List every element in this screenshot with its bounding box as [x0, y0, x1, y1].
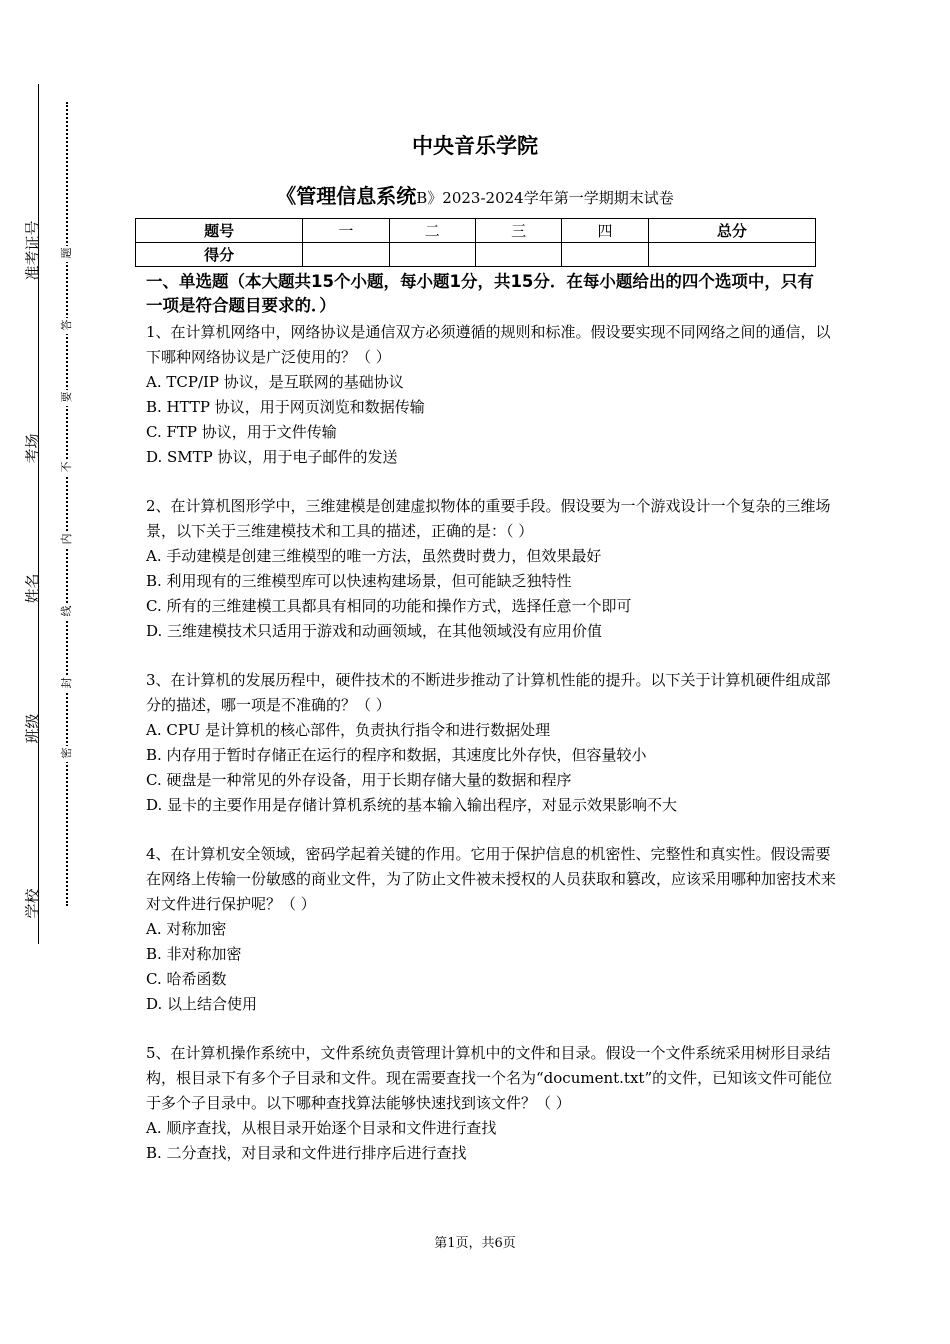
option-a: A. 对称加密 — [146, 920, 227, 938]
option-d: D. 以上结合使用 — [146, 995, 258, 1013]
question-1 — [146, 320, 836, 470]
seal-char: 内 — [60, 532, 74, 548]
option-a: A. TCP/IP 协议，是互联网的基础协议 — [146, 373, 404, 391]
question-stem: 2、在计算机图形学中，三维建模是创建虚拟物体的重要手段。假设要为一个游戏设计一个复杂的三维场景，以下关于三维建模技术和工具的描述，正确的是：（ ） — [146, 497, 831, 540]
question-stem: 4、在计算机安全领域，密码学起着关键的作用。它用于保护信息的机密性、完整性和真实性。假设需要在网络上传输一份敏感的商业文件，为了防止文件被未授权的人员获取和篡改，应该采用哪种加密技术来对文件进行保护呢？（ ） — [146, 845, 837, 913]
binding-solid-line — [38, 84, 39, 944]
question-stem: 1、在计算机网络中，网络协议是通信双方必须遵循的规则和标准。假设要实现不同网络之间的通信，以下哪种网络协议是广泛使用的？（ ） — [146, 323, 831, 366]
option-d: D. SMTP 协议，用于电子邮件的发送 — [146, 448, 398, 466]
exam-id-label: 准考证号 — [23, 220, 42, 281]
seal-char: 答 — [60, 318, 74, 334]
seal-char: 线 — [60, 604, 74, 620]
seal-char: 密 — [60, 746, 74, 762]
option-c: C. FTP 协议，用于文件传输 — [146, 423, 337, 441]
question-stem: 3、在计算机的发展历程中，硬件技术的不断进步推动了计算机性能的提升。以下关于计算机硬件组成部分的描述，哪一项是不准确的？（ ） — [146, 671, 831, 714]
seal-dotted-line — [66, 102, 68, 906]
score-header-cell: 一 — [303, 219, 389, 243]
option-a: A. CPU 是计算机的核心部件，负责执行指令和进行数据处理 — [146, 721, 551, 739]
score-table-header-row — [136, 219, 816, 243]
question-2 — [146, 494, 836, 644]
score-table — [135, 218, 816, 267]
score-row-label: 得分 — [136, 243, 303, 267]
question-5 — [146, 1041, 836, 1166]
option-b: B. 利用现有的三维模型库可以快速构建场景，但可能缺乏独特性 — [146, 572, 572, 590]
score-header-cell: 三 — [475, 219, 561, 243]
option-b: B. 内存用于暂时存储正在运行的程序和数据，其速度比外存快，但容量较小 — [146, 746, 647, 764]
section-heading: 一、单选题（本大题共15个小题，每小题1分，共15分．在每小题给出的四个选项中，只有一项是符合题目要求的．） — [146, 272, 814, 315]
seal-char: 题 — [60, 246, 74, 262]
option-b: B. HTTP 协议，用于网页浏览和数据传输 — [146, 398, 425, 416]
option-d: D. 三维建模技术只适用于游戏和动画领域，在其他领域没有应用价值 — [146, 622, 603, 640]
option-b: B. 二分查找，对目录和文件进行排序后进行查找 — [146, 1144, 467, 1162]
seal-char: 要 — [60, 390, 74, 406]
score-cell — [475, 243, 561, 267]
score-header-cell: 二 — [389, 219, 475, 243]
score-cell — [389, 243, 475, 267]
seal-char: 封 — [60, 676, 74, 692]
option-d: D. 显卡的主要作用是存储计算机系统的基本输入输出程序，对显示效果影响不大 — [146, 796, 678, 814]
exam-term: B》2023-2024学年第一学期期末试卷 — [416, 189, 674, 207]
score-header-cell: 题号 — [136, 219, 303, 243]
question-3 — [146, 668, 836, 818]
page-footer: 第1页，共6页 — [434, 1236, 516, 1251]
class-label: 班级 — [23, 713, 42, 744]
name-label: 姓名 — [23, 573, 42, 604]
option-b: B. 非对称加密 — [146, 945, 242, 963]
option-c: C. 哈希函数 — [146, 970, 227, 988]
score-header-cell: 总分 — [648, 219, 815, 243]
school-title: 中央音乐学院 — [412, 134, 538, 158]
option-c: C. 硬盘是一种常见的外存设备，用于长期存储大量的数据和程序 — [146, 771, 572, 789]
course-name: 《管理信息系统 — [276, 184, 417, 208]
score-cell — [648, 243, 815, 267]
option-c: C. 所有的三维建模工具都具有相同的功能和操作方式，选择任意一个即可 — [146, 597, 632, 615]
score-cell — [303, 243, 389, 267]
exam-title — [0, 180, 950, 209]
seal-char: 不 — [60, 460, 74, 476]
school-label: 学校 — [23, 888, 42, 919]
score-table-score-row — [136, 243, 816, 267]
option-a: A. 顺序查找，从根目录开始逐个目录和文件进行查找 — [146, 1119, 497, 1137]
score-cell — [562, 243, 648, 267]
question-stem: 5、在计算机操作系统中，文件系统负责管理计算机中的文件和目录。假设一个文件系统采用树形目录结构，根目录下有多个子目录和文件。现在需要查找一个名为“document.txt”的文件，已知该文件可能位于多个子目录中。以下哪种查找算法能够快速找到该文件？（ ） — [146, 1044, 833, 1112]
option-a: A. 手动建模是创建三维模型的唯一方法，虽然费时费力，但效果最好 — [146, 547, 602, 565]
exam-room-label: 考场 — [23, 433, 42, 464]
question-4 — [146, 842, 836, 1017]
score-header-cell: 四 — [562, 219, 648, 243]
